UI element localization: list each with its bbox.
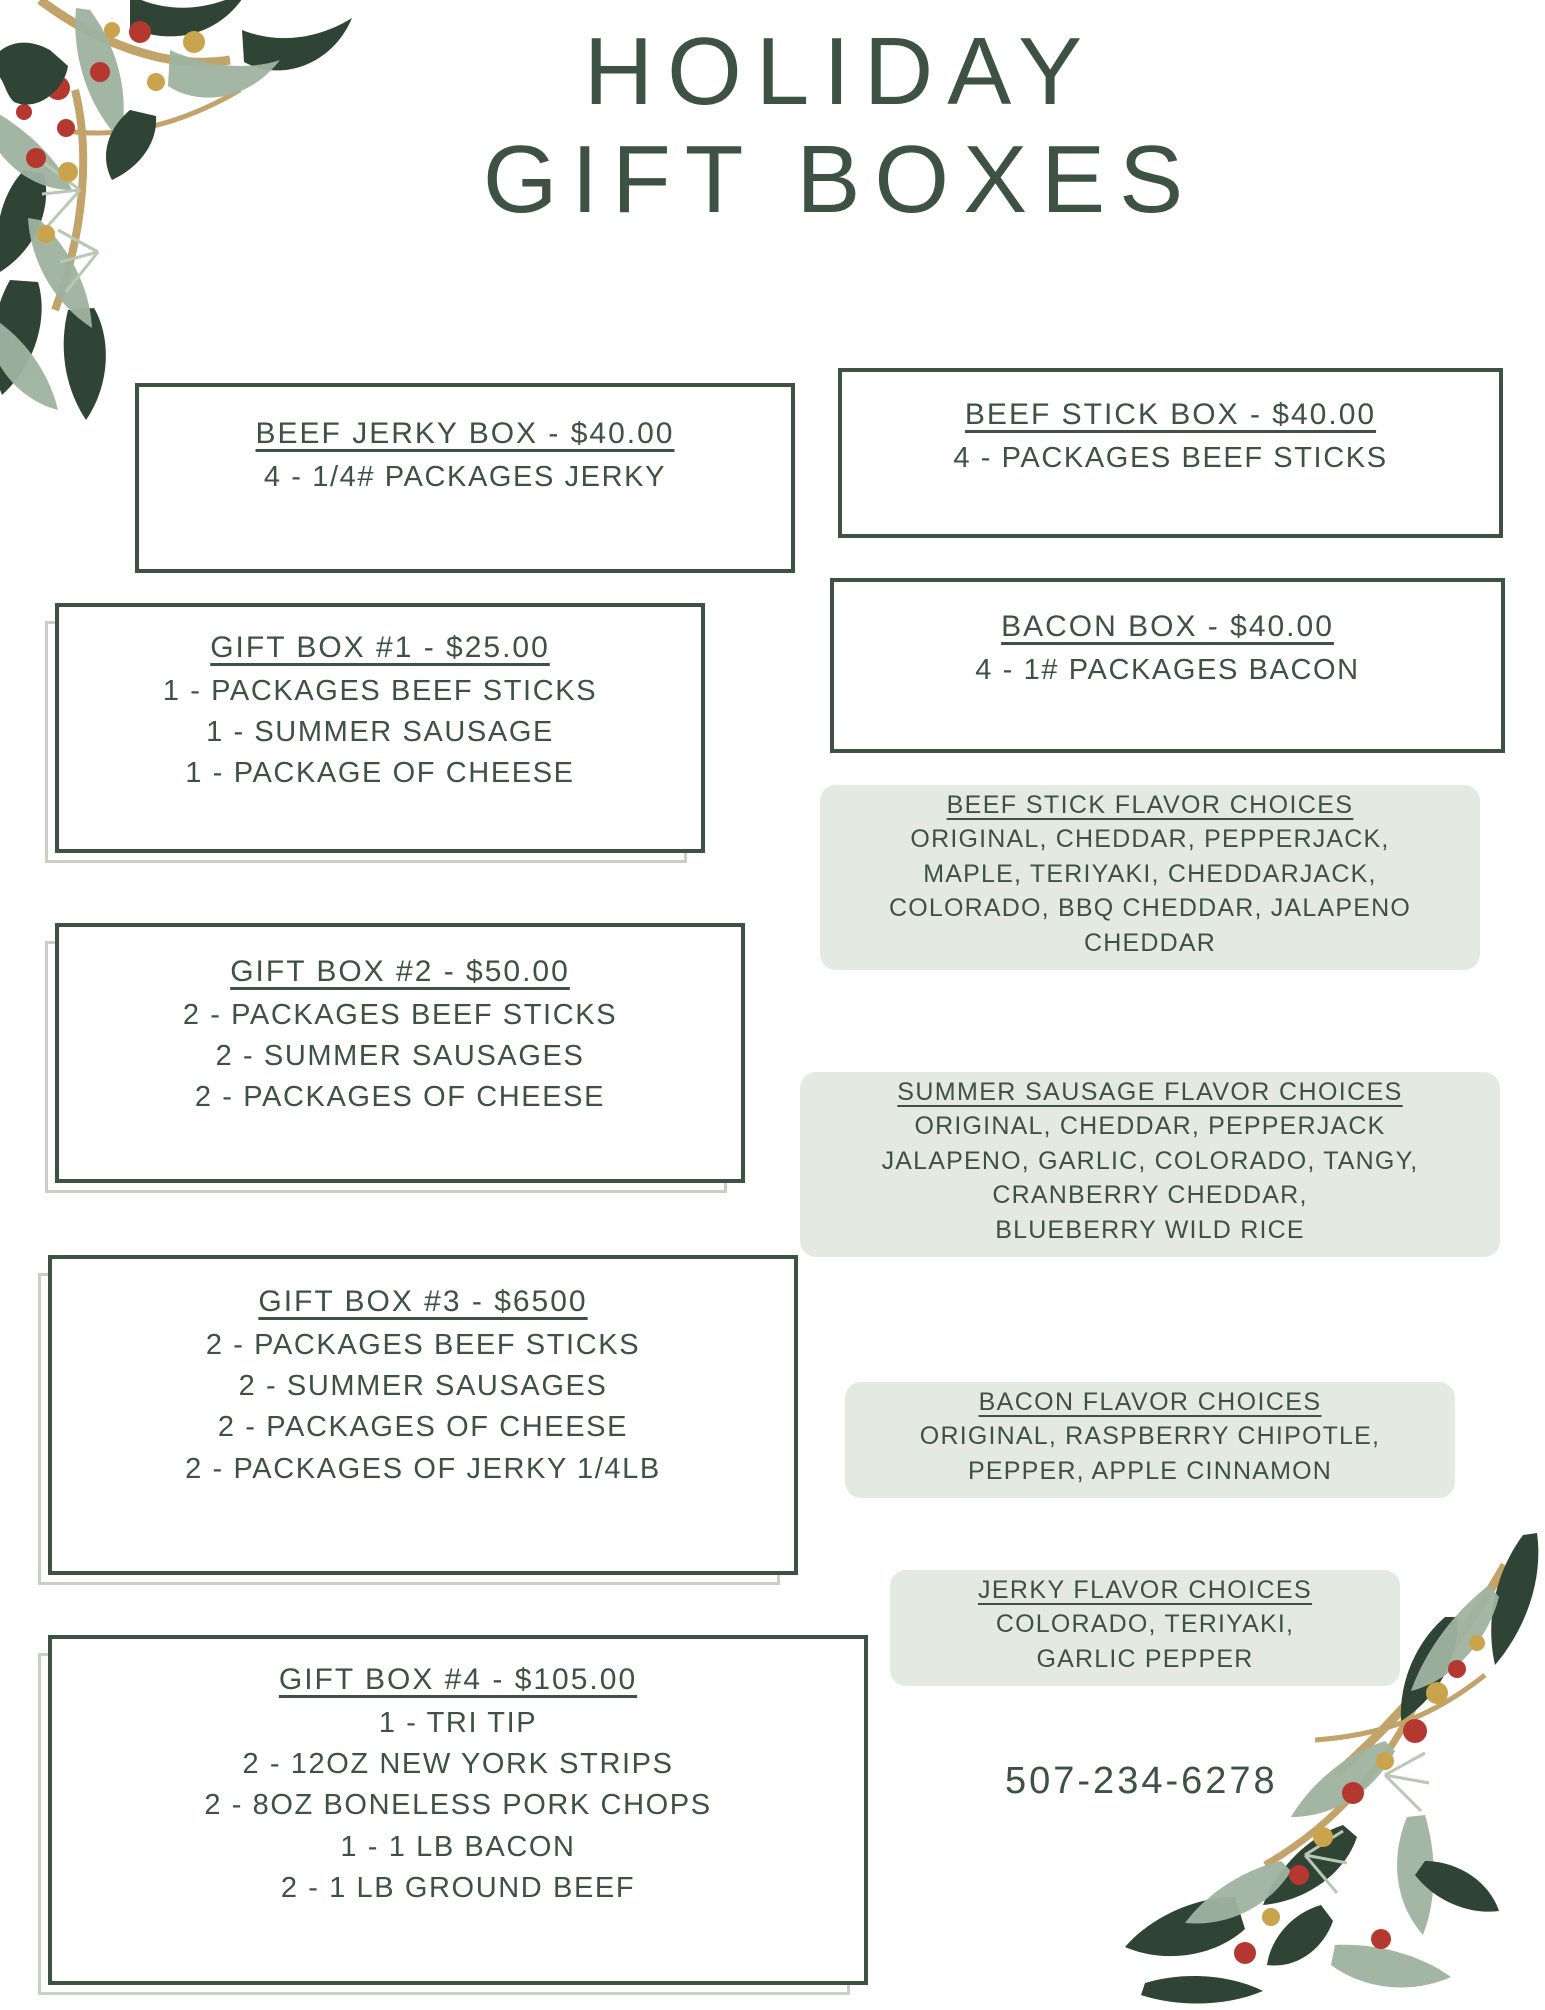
summer-sausage-flavors-line-3: CRANBERRY CHEDDAR,: [992, 1181, 1308, 1209]
beef-stick-flavors-line-2: MAPLE, TERIYAKI, CHEDDARJACK,: [923, 859, 1377, 888]
beef-stick-box-title: BEEF STICK BOX - $40.00: [964, 398, 1377, 431]
beef-stick-flavors-title: BEEF STICK FLAVOR CHOICES: [946, 791, 1354, 819]
gift-box-3-line-3: 2 - PACKAGES OF CHEESE: [217, 1411, 629, 1444]
gift-box-1-line-1: 1 - PACKAGES BEEF STICKS: [162, 675, 598, 707]
gift-box-3-card[interactable]: [48, 1255, 798, 1575]
summer-sausage-flavors-line-1: ORIGINAL, CHEDDAR, PEPPERJACK: [914, 1112, 1386, 1140]
gift-box-2-line-2: 2 - SUMMER SAUSAGES: [215, 1040, 585, 1073]
title-line-2: GIFT BOXES: [482, 125, 1198, 233]
beef-stick-flavors-line-4: CHEDDAR: [1083, 928, 1217, 957]
beef-stick-flavors-line-3: COLORADO, BBQ CHEDDAR, JALAPENO: [888, 894, 1412, 922]
summer-sausage-flavors-title: SUMMER SAUSAGE FLAVOR CHOICES: [897, 1078, 1403, 1106]
summer-sausage-flavors-line-2: JALAPENO, GARLIC, COLORADO, TANGY,: [881, 1146, 1419, 1175]
title-line-1: HOLIDAY: [583, 18, 1097, 125]
bacon-box-card[interactable]: [830, 578, 1505, 753]
bacon-flavors-line-2: PEPPER, APPLE CINNAMON: [968, 1456, 1332, 1485]
beef-jerky-box-card[interactable]: [135, 383, 795, 573]
phone-number[interactable]: 507-234-6278: [1005, 1760, 1278, 1802]
beef-stick-flavors-line-1: ORIGINAL, CHEDDAR, PEPPERJACK,: [910, 825, 1390, 853]
page-title: [330, 18, 1350, 233]
gift-box-2-title: GIFT BOX #2 - $50.00: [230, 955, 570, 988]
gift-box-4-line-4: 1 - 1 LB BACON: [340, 1830, 576, 1863]
jerky-flavors-line-2: GARLIC PEPPER: [1036, 1644, 1254, 1673]
summer-sausage-flavors-panel: [800, 1072, 1500, 1257]
gift-box-3-line-1: 2 - PACKAGES BEEF STICKS: [205, 1329, 641, 1361]
gift-box-4-line-1: 1 - TRI TIP: [378, 1707, 538, 1739]
gift-box-4-line-3: 2 - 8OZ BONELESS PORK CHOPS: [204, 1789, 712, 1822]
bacon-flavors-title: BACON FLAVOR CHOICES: [978, 1388, 1322, 1416]
beef-jerky-box-title: BEEF JERKY BOX - $40.00: [255, 417, 675, 450]
bacon-flavors-panel: [845, 1382, 1455, 1498]
gift-box-3-title: GIFT BOX #3 - $6500: [258, 1285, 588, 1318]
beef-stick-flavors-panel: [820, 785, 1480, 970]
gift-box-2-card[interactable]: [55, 923, 745, 1183]
gift-box-2-line-1: 2 - PACKAGES BEEF STICKS: [182, 999, 618, 1031]
gift-box-1-card[interactable]: [55, 603, 705, 853]
jerky-flavors-panel: [890, 1570, 1400, 1686]
beef-stick-box-card[interactable]: [838, 368, 1503, 538]
bacon-flavors-line-1: ORIGINAL, RASPBERRY CHIPOTLE,: [919, 1422, 1381, 1450]
gift-box-3-line-4: 2 - PACKAGES OF JERKY 1/4LB: [185, 1452, 661, 1485]
jerky-flavors-title: JERKY FLAVOR CHOICES: [977, 1576, 1313, 1604]
beef-stick-box-line-1: 4 - PACKAGES BEEF STICKS: [953, 442, 1388, 474]
gift-box-2-line-3: 2 - PACKAGES OF CHEESE: [194, 1081, 606, 1114]
beef-jerky-box-line-1: 4 - 1/4# PACKAGES JERKY: [263, 461, 667, 493]
gift-box-1-title: GIFT BOX #1 - $25.00: [210, 631, 550, 664]
gift-box-1-line-2: 1 - SUMMER SAUSAGE: [206, 716, 554, 749]
gift-box-4-card[interactable]: [48, 1635, 868, 1985]
summer-sausage-flavors-line-4: BLUEBERRY WILD RICE: [995, 1215, 1305, 1244]
gift-box-1-line-3: 1 - PACKAGE OF CHEESE: [185, 757, 575, 790]
gift-box-4-line-5: 2 - 1 LB GROUND BEEF: [280, 1871, 636, 1904]
bacon-box-line-1: 4 - 1# PACKAGES BACON: [975, 654, 1360, 686]
gift-box-3-line-2: 2 - SUMMER SAUSAGES: [238, 1370, 608, 1403]
gift-box-4-line-2: 2 - 12OZ NEW YORK STRIPS: [242, 1748, 674, 1781]
bacon-box-title: BACON BOX - $40.00: [1001, 610, 1334, 643]
jerky-flavors-line-1: COLORADO, TERIYAKI,: [995, 1610, 1295, 1638]
gift-box-4-title: GIFT BOX #4 - $105.00: [278, 1663, 638, 1696]
